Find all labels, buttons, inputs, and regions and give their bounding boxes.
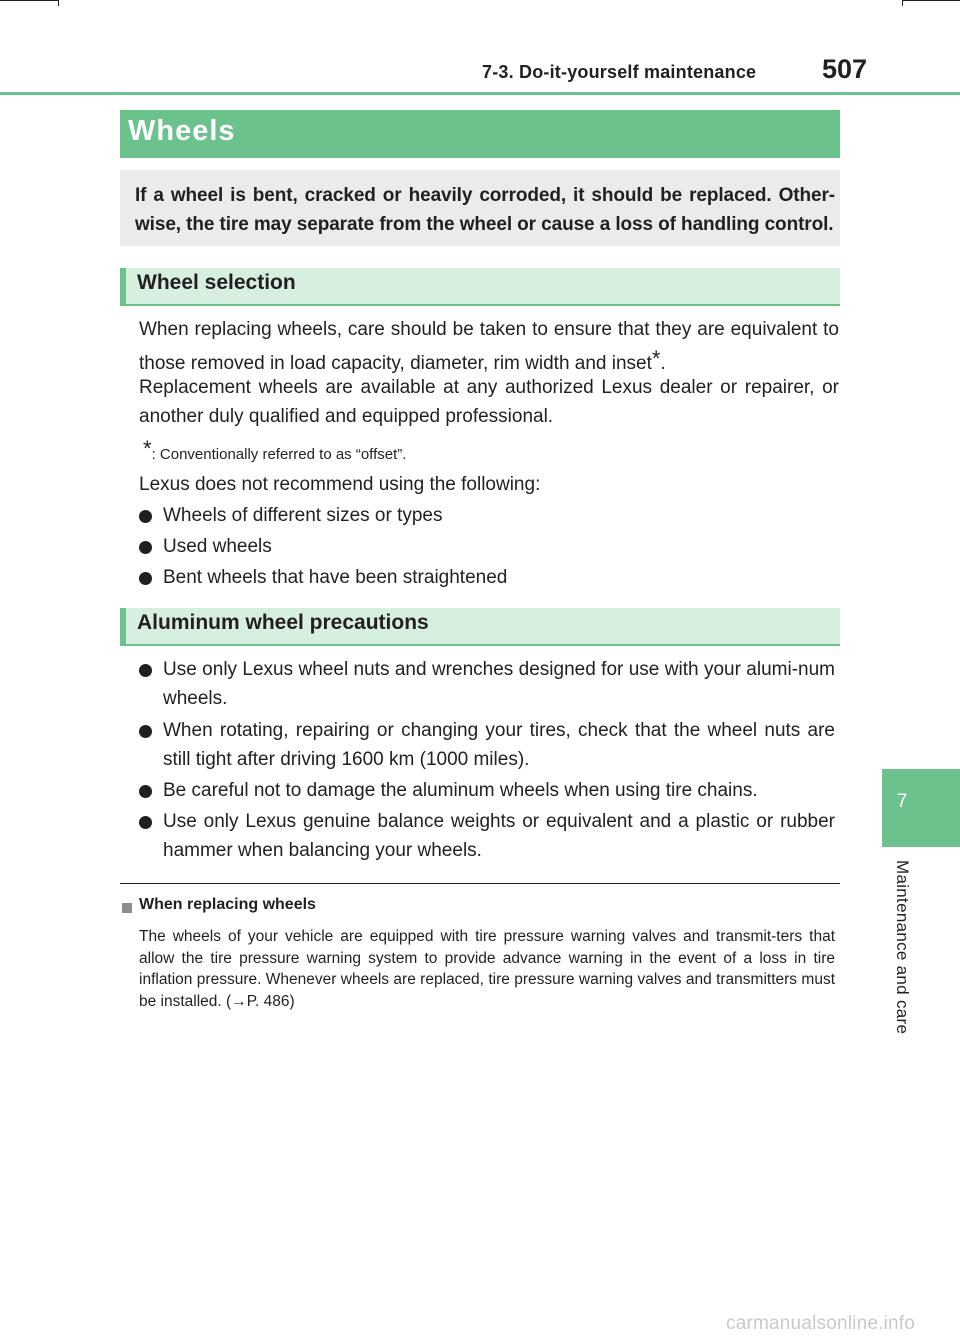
list-item-text: Use only Lexus genuine balance weights or equivalent and a plastic or rubber hammer when balancing your wheels. [163, 811, 835, 861]
crop-mark-top-left-vertical [58, 0, 59, 6]
aluminum-heading-bar [120, 608, 840, 646]
page-number: 507 [822, 54, 868, 84]
bullet-dot-icon [139, 572, 152, 585]
intro-box [120, 170, 840, 246]
list-item-text: Bent wheels that have been straightened [163, 567, 508, 588]
header-rule [0, 92, 960, 95]
chapter-label: Maintenance and care [893, 860, 912, 1035]
footnote-mark: * [143, 436, 152, 461]
footnote-reference-mark: * [651, 346, 661, 371]
list-item-text: Used wheels [163, 536, 272, 557]
chapter-number: 7 [896, 791, 908, 812]
intro-text: If a wheel is bent, cracked or heavily corroded, it should be replaced. Other-wise, the tire may separate from the wheel or cause a loss of handling control. [135, 185, 835, 235]
chapter-tab [882, 769, 960, 847]
list-item-text: When rotating, repairing or changing your tires, check that the wheel nuts are still tight after driving 1600 km (1000 miles). [163, 720, 835, 770]
note-separator [120, 883, 840, 884]
wheel-selection-para-1 [139, 315, 839, 378]
page-title: Wheels [128, 115, 236, 147]
wheel-selection-heading-bar [120, 268, 840, 306]
heading-accent-bar [120, 608, 126, 644]
wheel-selection-para-1-end: . [660, 353, 666, 374]
crop-mark-top-right [902, 0, 960, 1]
bullet-dot-icon [139, 816, 152, 829]
aluminum-heading: Aluminum wheel precautions [137, 611, 429, 634]
footnote [143, 436, 406, 463]
list-item-text: Wheels of different sizes or types [163, 505, 443, 526]
heading-accent-bar [120, 268, 126, 304]
wheel-selection-para-1-text: When replacing wheels, care should be taken to ensure that they are equivalent to those removed in load capacity, diameter, rim width and inset [139, 319, 839, 374]
footnote-text: : Conventionally referred to as “offset”. [151, 446, 407, 463]
bullet-dot-icon [139, 510, 152, 523]
crop-mark-top-left [0, 0, 58, 1]
running-header-section: 7-3. Do-it-yourself maintenance [482, 62, 757, 82]
wheel-selection-lead: Lexus does not recommend using the following: [139, 474, 541, 495]
bullet-dot-icon [139, 725, 152, 738]
note-heading: When replacing wheels [139, 896, 316, 913]
wheel-selection-heading: Wheel selection [137, 271, 296, 294]
list-item-text: Be careful not to damage the aluminum wheels when using tire chains. [163, 780, 758, 801]
bullet-dot-icon [139, 664, 152, 677]
note-square-icon [122, 903, 132, 913]
watermark: carmanualsonline.info [726, 1313, 916, 1334]
bullet-dot-icon [139, 785, 152, 798]
bullet-dot-icon [139, 541, 152, 554]
page-title-bar [120, 110, 840, 158]
crop-mark-top-right-vertical [902, 0, 903, 6]
list-item-text: Use only Lexus wheel nuts and wrenches designed for use with your alumi-num wheels. [163, 659, 835, 709]
wheel-selection-para-2: Replacement wheels are available at any authorized Lexus dealer or repairer, or another duly qualified and equipped professional. [139, 377, 839, 427]
note-body: The wheels of your vehicle are equipped with tire pressure warning valves and transmit-ters that allow the tire pressure warning system to provide advance warning in the event of a loss in tire inflation pressure. Whenever wheels are replaced, tire pressure warning valves and transmitters must be installed. (→P. 486) [139, 928, 835, 1010]
